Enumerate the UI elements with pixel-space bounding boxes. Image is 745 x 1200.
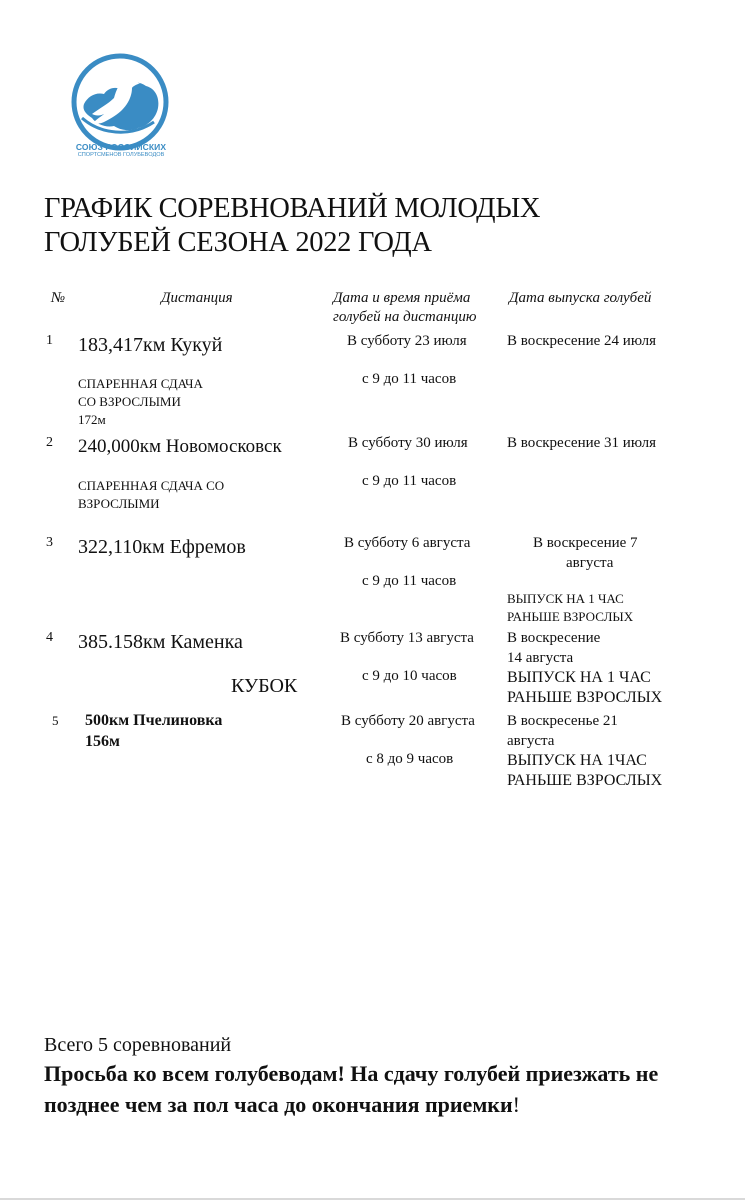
row-number: 1 — [46, 333, 53, 348]
row-receive-date: В субботу 13 августа — [340, 630, 474, 646]
request-notice-text: Просьба ко всем голубеводам! На сдачу голубей приезжать не позднее чем за пол часа до окончания приемки — [44, 1061, 659, 1117]
row-release-note: ВЫПУСК НА 1 ЧАС — [507, 669, 651, 686]
row-note: СО ВЗРОСЛЫМИ — [78, 394, 181, 409]
row-distance: 183,417км Кукуй — [78, 334, 223, 356]
page-title-line1: ГРАФИК СОРЕВНОВАНИЙ МОЛОДЫХ — [44, 193, 541, 224]
row-distance: 240,000км Новомосковск — [78, 436, 282, 457]
row-release-date: августа — [566, 555, 614, 571]
row-release-note: ВЫПУСК НА 1 ЧАС — [507, 591, 624, 606]
row-release-date: В воскресение 7 — [533, 535, 638, 551]
row-distance: 500км Пчелиновка — [85, 712, 223, 729]
row-distance: 322,110км Ефремов — [78, 536, 246, 558]
row-release-date: В воскресение — [507, 630, 601, 646]
row-release-date: В воскресенье 21 — [507, 713, 618, 729]
row-number: 5 — [52, 713, 59, 728]
row-receive-date: В субботу 20 августа — [341, 713, 475, 729]
row-note: СПАРЕННАЯ СДАЧА — [78, 376, 203, 391]
header-num: № — [51, 290, 66, 306]
total-competitions: Всего 5 соревнований — [44, 1034, 232, 1056]
row-release-date: В воскресение 31 июля — [507, 435, 657, 451]
cup-label: КУБОК — [231, 675, 298, 697]
request-notice-tail: ! — [512, 1092, 520, 1117]
row-note: СПАРЕННАЯ СДАЧА СО — [78, 478, 225, 493]
row-receive-time: с 9 до 11 часов — [362, 371, 457, 387]
header-distance: Дистанция — [161, 290, 233, 306]
row-receive-time: с 9 до 11 часов — [362, 473, 457, 489]
row-release-note: ВЫПУСК НА 1ЧАС — [507, 752, 647, 769]
row-note: 172м — [78, 412, 106, 427]
row-release-note: РАНЬШЕ ВЗРОСЛЫХ — [507, 609, 634, 624]
row-release-date: В воскресение 24 июля — [507, 333, 657, 349]
row-distance: 385.158км Каменка — [78, 631, 243, 653]
header-release: Дата выпуска голубей — [509, 290, 652, 306]
row-receive-date: В субботу 30 июля — [348, 435, 468, 451]
logo-caption — [58, 143, 184, 158]
request-notice — [44, 1058, 684, 1120]
row-number: 2 — [46, 435, 53, 450]
row-receive-time: с 8 до 9 часов — [366, 751, 454, 767]
row-release-date: августа — [507, 733, 555, 749]
row-receive-date: В субботу 23 июля — [347, 333, 467, 349]
row-receive-time: с 9 до 10 часов — [362, 668, 457, 684]
row-release-note: РАНЬШЕ ВЗРОСЛЫХ — [507, 689, 663, 706]
row-receive-time: с 9 до 11 часов — [362, 573, 457, 589]
page-title — [44, 192, 540, 260]
row-receive-date: В субботу 6 августа — [344, 535, 471, 551]
header-receive-line2: голубей на дистанцию — [333, 309, 477, 325]
logo-caption-line2: СПОРТСМЕНОВ ГОЛУБЕВОДОВ — [77, 151, 165, 158]
page-title-line2: ГОЛУБЕЙ СЕЗОНА 2022 ГОДА — [44, 227, 432, 258]
header-receive-line1: Дата и время приёма — [333, 290, 471, 306]
row-number: 4 — [46, 630, 53, 645]
row-note: ВЗРОСЛЫМИ — [78, 496, 160, 511]
row-note: 156м — [85, 733, 120, 750]
logo-caption-line1: СОЮЗ РОССИЙСКИХ — [75, 142, 167, 152]
row-number: 3 — [46, 535, 53, 550]
row-release-date: 14 августа — [507, 650, 574, 666]
row-release-note: РАНЬШЕ ВЗРОСЛЫХ — [507, 772, 663, 789]
